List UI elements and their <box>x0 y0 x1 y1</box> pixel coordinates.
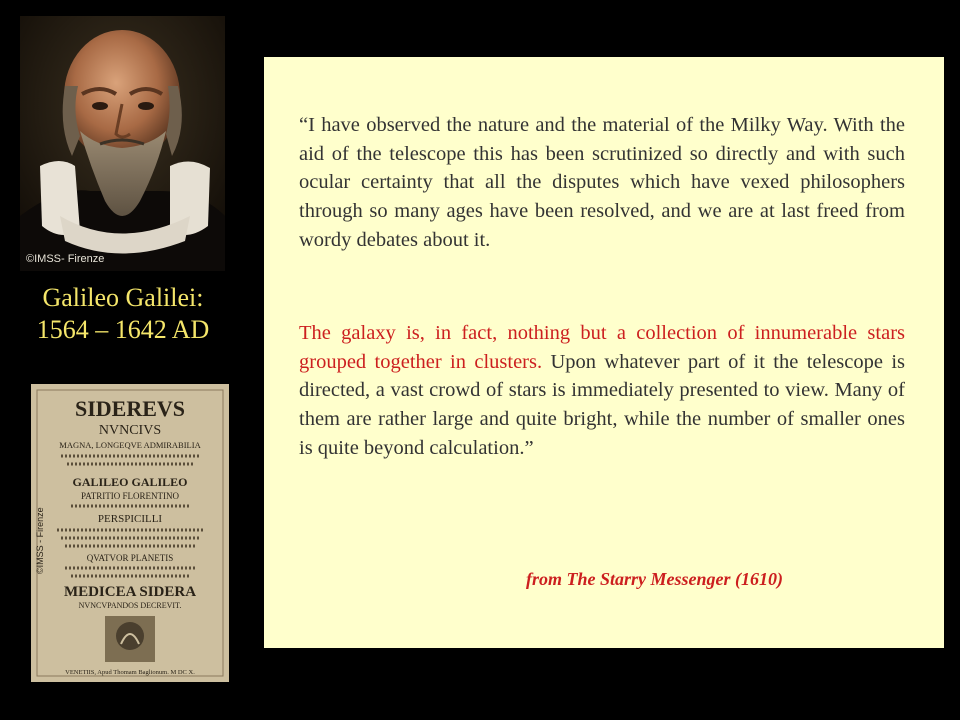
quote-paragraph-2 <box>299 319 905 463</box>
book-watermark: ©IMSS - Firenze <box>35 507 45 574</box>
caption-name: Galileo Galilei: <box>42 283 204 312</box>
cover-line-5: PERSPICILLI <box>97 513 163 525</box>
cover-line-9: VENETIIS, Apud Thomam Baglionum. M DC X. <box>65 669 195 676</box>
quote-source: from The Starry Messenger (1610) <box>526 569 783 589</box>
sidereus-nuncius-cover <box>31 384 229 682</box>
portrait-watermark: ©IMSS- Firenze <box>26 253 105 265</box>
portrait-caption <box>0 282 246 346</box>
cover-line-2: MAGNA, LONGEQVE ADMIRABILIA <box>59 440 201 450</box>
quote-paragraph-1: “I have observed the nature and the material of the Milky Way. With the aid of the telescope this has been scrutinized so directly and with such ocular certainty that all the disputes which have vexed philosophers through so many ages have been resolved, and we are at last freed from wordy debates about it. <box>299 114 905 251</box>
quote-paragraph-2-rest: Upon whatever part of it the telescope is directed, a vast crowd of stars is immediately presented to view. Many of them are rather large and quite bright, while the number of smaller ones is quite beyond calculation.” <box>299 350 905 459</box>
galileo-portrait <box>20 16 225 271</box>
cover-line-1: NVNCIVS <box>98 423 162 438</box>
book-cover-art <box>31 384 229 682</box>
cover-line-4: PATRITIO FLORENTINO <box>81 491 179 501</box>
cover-line-3: GALILEO GALILEO <box>72 475 188 489</box>
cover-line-8: NVNCVPANDOS DECREVIT. <box>78 601 182 610</box>
quote-panel <box>264 57 944 648</box>
caption-dates: 1564 – 1642 AD <box>36 315 210 344</box>
cover-line-0: SIDEREVS <box>74 396 186 421</box>
cover-line-6: QVATVOR PLANETIS <box>86 553 174 563</box>
quote-highlight: The galaxy is, in fact, nothing but a collection of innumerable stars grouped together in clusters. <box>299 322 905 373</box>
cover-line-7: MEDICEA SIDERA <box>63 584 197 600</box>
